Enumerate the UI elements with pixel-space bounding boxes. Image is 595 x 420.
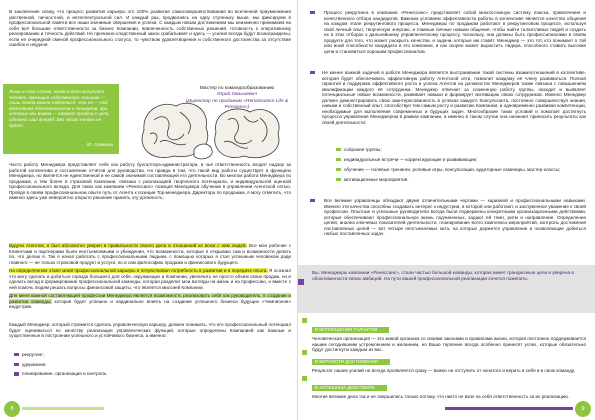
- functions-list: [14, 352, 164, 381]
- value-description: Результат наших усилий не всегда проявляется сразу — важно не отступить от начатого и верить в себя и в свою команду.: [312, 368, 576, 373]
- list-item: [14, 362, 164, 368]
- leadership-paragraph: [310, 198, 586, 237]
- page-number: 8: [4, 401, 20, 417]
- list-item: [336, 147, 576, 153]
- callout-text: Вы, Менеджеры компании «Ренессанс», стали частью большой команды, которая имеет грандиозные цели и уверена в обоснованности своих амбиций. На пути вашей профессиональной реализации хочется пожелать:: [312, 270, 574, 281]
- paragraph-marker: [310, 199, 315, 202]
- value-item: [312, 376, 586, 400]
- mentor-name: Юрий Омышевич: [217, 92, 257, 98]
- value-tag: В УСПЕШНЫХ ДЕЙСТВИЯХ: [312, 385, 387, 391]
- manager-role-paragraph: [9, 162, 291, 201]
- right-page: [298, 0, 595, 420]
- team-text: Не менее важной задачей в работе Менеджера является выстраивание такой системы взаимоотношений в коллективе, которая будет обеспечивать эффективную работу Агентской сети, позволит каждому её члену развиваться. Полная гарантия и поддержка эффективного роста и успеха Агентов на должностях Менеджеров также связана с повышением квалификации каждого её сотрудника. Менеджер отвечает за слаженную работу группы, находит и выявляет потенциальные новые возможности, развивает навыки и формирует мотивацию своих сотрудников. Именно Менеджер должен демонстрировать свою заинтересованность в успехах каждого Консультанта, постоянно совершенствуя знания, навыки и собственный опыт, способствуя тем самым росту и развитию Компании, и одновременно развивая компетенции, необходимые для выполнения современных и будущих задач. Многообразие таких условий и помогает достигнуть процесса управления Менеджером в рамках компании, и именно в таком случае она начинает приносить результаты как своей деятельности:: [322, 70, 586, 125]
- manager-role-text: Часто работу Менеджера представляет себе как работу бухгалтера-администратора, в чьё ответственность входят надзор за работой коллектива и составление отчётов для руководства. Но правда в том, что такой вид работы существует в функциях Менеджера, но является не единственной и не самой значимой составляющей его деятельности. Во многом работа Менеджера по продажам, а тем более в страховой Компании, связана с реализацией творческого потенциала, и индивидуальной оценкой профессионального вклада. Для таких как компании «Ренессанс» позиция Менеджера обучение в управлении Агентской сетью. Пройдя в своём профессиональном опыте путь от Агента к позиции Тор-менеджера, Директора по продажам, я могу отметить, что именно здесь уже невероятно открыто решение принять эту должность:: [9, 162, 291, 200]
- footer-strip: [445, 407, 573, 410]
- page-number: 9: [575, 401, 591, 417]
- list-item-text: обучение — полевые тренинги, ролевые игры, консультации, аудиторные семинары, мастер-классы;: [344, 166, 561, 172]
- paragraph-marker: [310, 11, 315, 14]
- list-item-text: мотивационные мероприятия.: [344, 176, 409, 182]
- growth-text: Я осознал что могу сделать и добиться гораздо большего для себя, окружающих и Компании, увеличить не просто объём своих продаж, но и сделать вклад в формирование профессиональной команды, которая разделит мои взгляды на жизнь и на профессию, и вместе с ней помочь людям решать вопросы финансовой защиты, что является миссией Компании.: [9, 268, 292, 290]
- value-marker: [302, 376, 307, 381]
- team-paragraph: [322, 70, 586, 125]
- agent-highlight: Будучи Агентом, я был абсолютно уверен в правильности своего дела и отношений ко всем с ним людей.: [9, 243, 247, 248]
- bullet-marker: [14, 372, 19, 375]
- list-item: [336, 177, 576, 183]
- paragraph-marker: [310, 71, 315, 74]
- recruiting-paragraph: [310, 10, 586, 54]
- bullet-marker: [336, 168, 341, 171]
- leader-highlight: Для меня важной составляющей профессии Менеджера является возможность реализовать себя как руководитель, в создании и развитии команды,: [9, 293, 291, 304]
- list-item-text: рекрутинг;: [22, 352, 45, 357]
- leadership-text: Все великие управленцы обладают двумя отличительными чертами — харизмой и профессиональными навыками. Именно эти качества способны создавать интерес к индустрии, в которой они работают, и заслуженное уважение к своей профессии. Опытные и успешные руководители всегда были подвержены конкретными организационными действиями, которые обеспечивают профессиональную жизнь подчиненных, задают ей темп, ритм и направление. Определение целей, анализ ключевых показателей деятельности, планирование всего комплекса мероприятий, контроль достижения поставленных целей — вот четыре неотъемлемых кита, на которых держится управление и позволяющие добиться любых поставленных задач.: [324, 198, 586, 236]
- value-description: Человеческая организация — это живой организм со своими законами и правилами жизни, которая постоянно поддерживается нашим сегодняшним устремлением и желанием, но Ваше терпение всегда особенно принесёт успех, которые обязательно будут достигнуты каждым из вас.: [312, 336, 586, 353]
- functions-text: Каждый Менеджер, который стремится сделать управленческую карьеру, должен понимать, что его профессиональный потенциал будет оцениваться по качеству реализации управленческих функций, которые определены Компанией как важные и существенные в построении успешного и устойчивого бизнеса, а именно:: [9, 322, 291, 338]
- agent-paragraph: [9, 243, 291, 310]
- value-marker: [302, 318, 307, 323]
- list-item-text: индивидуальные встречи — корректирующие и развивающие;: [344, 156, 478, 162]
- value-item: [312, 318, 586, 353]
- bullet-marker: [336, 148, 341, 151]
- list-item-text: удержание;: [22, 361, 47, 367]
- activities-list: [336, 147, 576, 187]
- recruiting-text: Процесс рекрутинга в компании «Ренессанс» представляет собой многосложную систему поиска, привлечения и качественного отбора кандидатов. Важным условием эффективности работы в коллективе является качество общения на каждом этапе рекрутингового процесса. Менеджеры по продажам работают в рекрутинговом процессе, используя свой личный опыт, творческую энергию, и главные личные навыки общения, чтобы найти талантливых людей и создать их в этих отборах к дальнейшему управленческому процессу, поскольку, они должны быть профессионалами в своём продукте для того, что может раскрыть качества, и задачи, которые им ставят. Менеджер — это тот, кто понимает о той или иной способности кандидата в его компании, и как скорее может вырастить лидера, способного ставить высокие цели и становиться хорошим профессионалом.: [324, 10, 586, 54]
- bullet-marker: [336, 178, 341, 181]
- left-page: [0, 0, 297, 420]
- mentor-role: (Директор по продажам «Renaissance Life & Pensions»): [185, 98, 289, 111]
- value-item: [312, 350, 586, 374]
- mentor-title: Мастер по командообразованию: [199, 86, 275, 91]
- list-item-text: собрание группы;: [344, 147, 382, 152]
- list-item: [14, 352, 164, 358]
- growth-highlight: На определенном этапе моей профессиональной карьеры я почувствовал потребность в развитии и в передаче опыта.: [9, 268, 268, 273]
- callout-box: [298, 265, 595, 313]
- value-tag: В ВОПЛОЩЕНИИ ТАЛАНТОВ: [312, 327, 389, 333]
- value-description: Многие великие дела так и не свершились только потому, что никто не взял на себя ответственность за их реализацию.: [312, 394, 570, 399]
- leader-text: которая будет успешно и кардинально влиять на создание успешного бизнеса будущих «Чемпионов» индустрии.: [9, 298, 292, 309]
- quote-box: [3, 84, 119, 154]
- footer-strip: [22, 407, 104, 410]
- bullet-marker: [336, 158, 341, 161]
- value-marker: [302, 350, 307, 355]
- intro-paragraph: [9, 9, 291, 48]
- quote-author: Ю. Семенов: [86, 142, 113, 147]
- list-item-text: планирование, организация и контроль.: [22, 371, 108, 377]
- list-item: [14, 371, 164, 377]
- bullet-marker: [14, 353, 19, 356]
- callout-marker: [298, 279, 304, 285]
- intro-text: В заключение скажу, что процесс развития карьеры это 100% развитие самосовершенствования во вселенной приумножения умственной, личностной, и интеллектуальной сил. И каждый раз, продвигаясь на одну ступеньку выше, мы фиксируем в профессиональной памяти все наши значимые свершения и успехи. С каждым новым достижением мы неизменно принимаем на себя всё большие ответственности за бизнес Компании, вовлеченность собственных решений, готовность к оперативному реагированию и точность действий. Но причинно-следственный закон срабатывает и здесь — усилия всегда будут вознаграждены, если не очередной сменой профессионального статуса, то чувством удовлетворения и собственного достоинства за отсутствие ошибок и неудачи.: [9, 9, 291, 47]
- mentor-signature: [184, 86, 290, 112]
- list-item: [336, 167, 576, 173]
- functions-paragraph: [9, 322, 291, 339]
- agent-text: Все мои рабочие с Клиентами и партнерами были неотъемлемыми и убеждения, что возможности, которые я открываю сам и возможности делать по, что делаю я. Так я начал работать с профессиональными людьми, с помощью которых я стал успешным человеком ради главного — не только страховой продукт и услуги, но и сам философию продажи и финансового будущего.: [9, 243, 291, 265]
- quote-text: Лишь в том случае, когда в дело вступает человек, имеющий собственную позицию — лишь тогда можно надеяться, что он — под действием обстоятельств и стимулов, при которых мы живем — сможет прийти к цели, сделает шаг вперёд. Без этого ничего не будет.: [9, 89, 110, 128]
- bullet-marker: [14, 363, 19, 366]
- value-tag: В ВЕРНОСТИ ДОСТИЖЕНИЙ: [312, 359, 390, 365]
- list-item: [336, 157, 576, 163]
